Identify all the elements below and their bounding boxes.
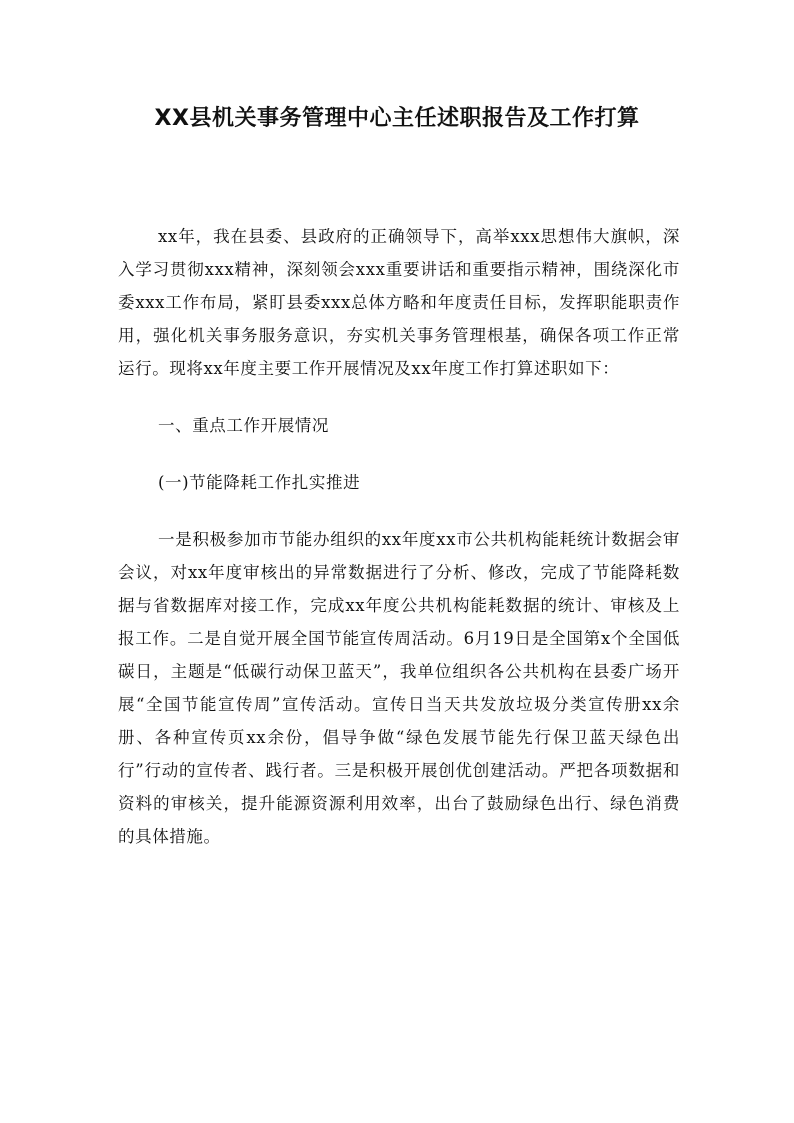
page-title: XX县机关事务管理中心主任述职报告及工作打算 <box>154 106 640 131</box>
paragraph-spacer <box>118 499 680 523</box>
subsection-heading: (一)节能降耗工作扎实推进 <box>158 473 361 492</box>
subsection-paragraph: 一是积极参加市节能办组织的xx年度xx市公共机构能耗统计数据会审会议，对xx年度审核出的异常数据进行了分析、修改，完成了节能降耗数据与省数据库对接工作，完成xx年度公共机构能耗数据的统计、审核及上报工作。二是自觉开展全国节能宣传周活动。6月19日是全国第x个全国低碳日，主题是“低碳行动保卫蓝天”，我单位组织各公共机构在县委广场开展“全国节能宣传周”宣传活动。宣传日当天共发放垃圾分类宣传册xx余册、各种宣传页xx余份，倡导争做“绿色发展节能先行保卫蓝天绿色出行”行动的宣传者、践行者。三是积极开展创优创建活动。严把各项数据和资料的审核关，提升能源资源利用效率，出台了鼓励绿色出行、绿色消费的具体措施。 <box>118 530 680 846</box>
section-heading: 一、重点工作开展情况 <box>158 416 329 435</box>
document-body <box>118 220 680 853</box>
intro-paragraph: xx年，我在县委、县政府的正确领导下，高举xxx思想伟大旗帜，深入学习贯彻xxx精神，深刻领会xxx重要讲话和重要指示精神，围绕深化市委xxx工作布局，紧盯县委xxx总体方略和年度责任目标，发挥职能职责作用，强化机关事务服务意识，夯实机关事务管理根基，确保各项工作正常运行。现将xx年度主要工作开展情况及xx年度工作打算述职如下： <box>118 227 680 378</box>
paragraph-spacer <box>118 385 680 409</box>
paragraph-spacer <box>118 442 680 466</box>
